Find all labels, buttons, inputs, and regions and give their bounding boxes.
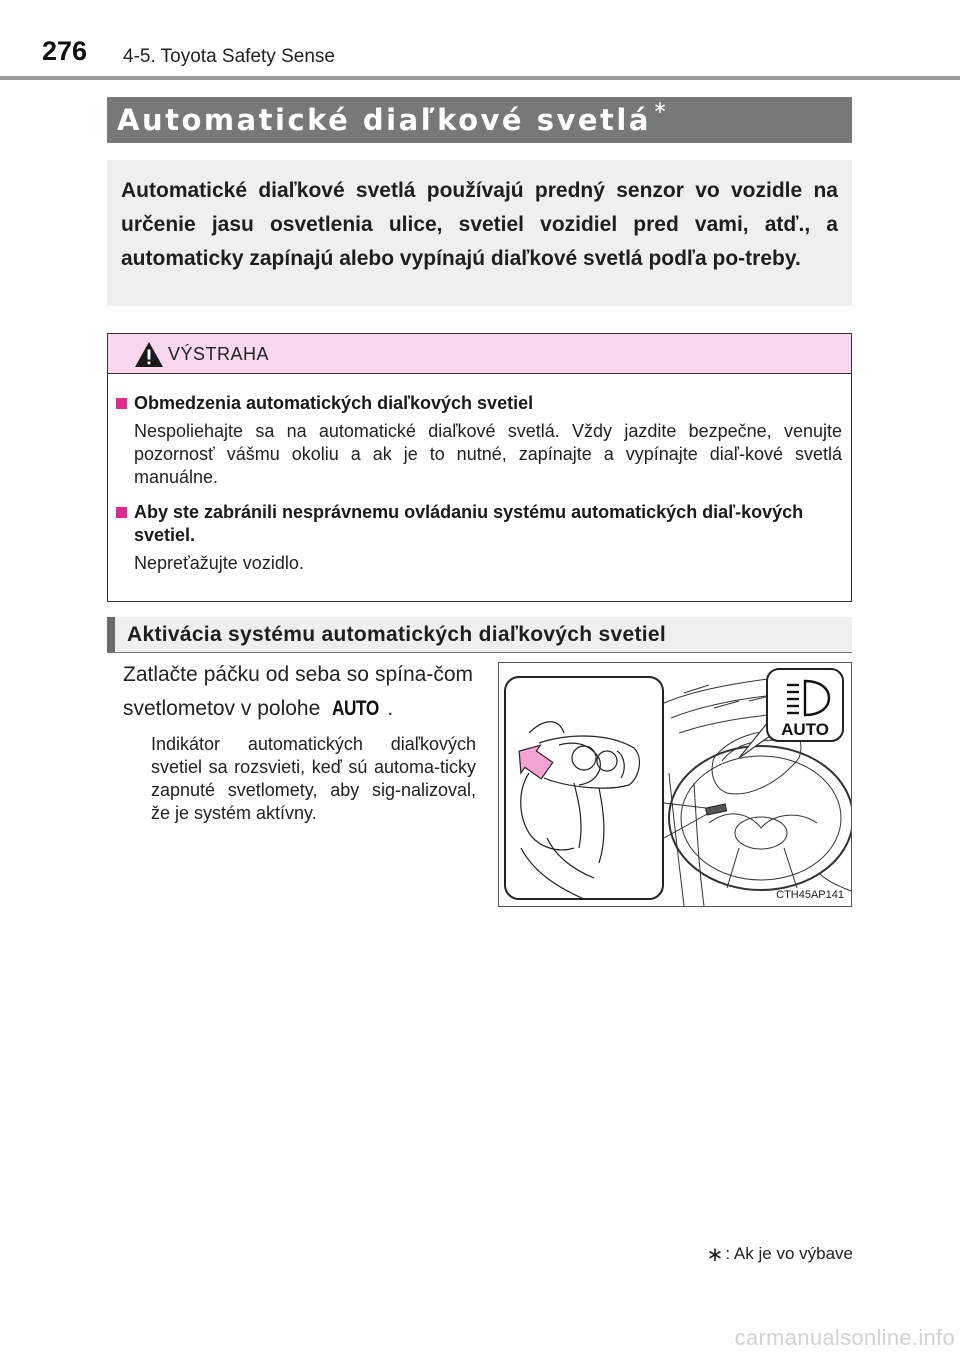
intro-box [107,160,852,306]
warning-item [116,392,842,489]
watermark: carmanualsonline.info [734,1325,955,1350]
step-text: Zatlačte páčku od seba so spína-čom svetlometov v polohe [123,663,473,720]
subsection-title: Aktivácia systému automatických diaľkových svetiel [127,622,667,646]
step-note: Indikátor automatických diaľkových svetiel sa rozsvieti, keď sú automa-ticky zapnuté svetlomety, aby sig-nalizoval, že je systém aktívny. [151,734,476,823]
step-instruction [123,658,473,726]
warning-item-heading: Aby ste zabránili nesprávnemu ovládaniu systému automatických diaľ-kových svetiel. [134,502,804,545]
warning-item [116,501,842,575]
warning-triangle-icon [134,341,164,368]
title-bar [107,97,852,143]
subsection-bar [107,617,852,652]
warning-title: VÝSTRAHA [168,344,270,364]
header-rule [0,76,960,80]
footnote-text: : Ak je vo výbave [725,1244,853,1263]
steering-wheel-lever-illustration [499,663,851,906]
bullet-square-icon [116,398,127,409]
step-text-end: . [387,697,394,720]
bullet-square-icon [116,507,127,518]
page-title: Automatické diaľkové svetlá [117,103,651,137]
section-path: 4-5. Toyota Safety Sense [123,46,335,67]
page-number: 276 [42,36,88,66]
footnote [707,1240,853,1265]
auto-position-symbol: AUTO [332,697,380,720]
warning-item-body: Nespoliehajte sa na automatické diaľkové svetlá. Vždy jazdite bezpečne, venujte pozornosť vášmu okoliu a ak je to nutné, zapínajte a vypínajte diaľ-kové svetlá manuálne. [134,421,842,487]
footnote-marker: ∗ [706,1244,724,1266]
intro-text: Automatické diaľkové svetlá používajú predný senzor vo vozidle na určenie jasu osvetlenia ulice, svetiel vozidiel pred vami, atď., a automaticky zapínajú alebo vypínajú diaľkové svetlá podľa po-treby. [121,179,838,270]
illustration [498,662,852,907]
title-footnote-marker: ∗ [652,98,668,117]
illustration-code: CTH45AP141 [776,889,844,901]
subsection-rule [107,652,852,653]
warning-header [108,334,851,374]
warning-item-heading: Obmedzenia automatických diaľkových svetiel [134,393,534,413]
warning-box [107,333,852,602]
warning-item-body: Nepreťažujte vozidlo. [134,553,304,573]
illustration-auto-label: AUTO [781,720,829,739]
